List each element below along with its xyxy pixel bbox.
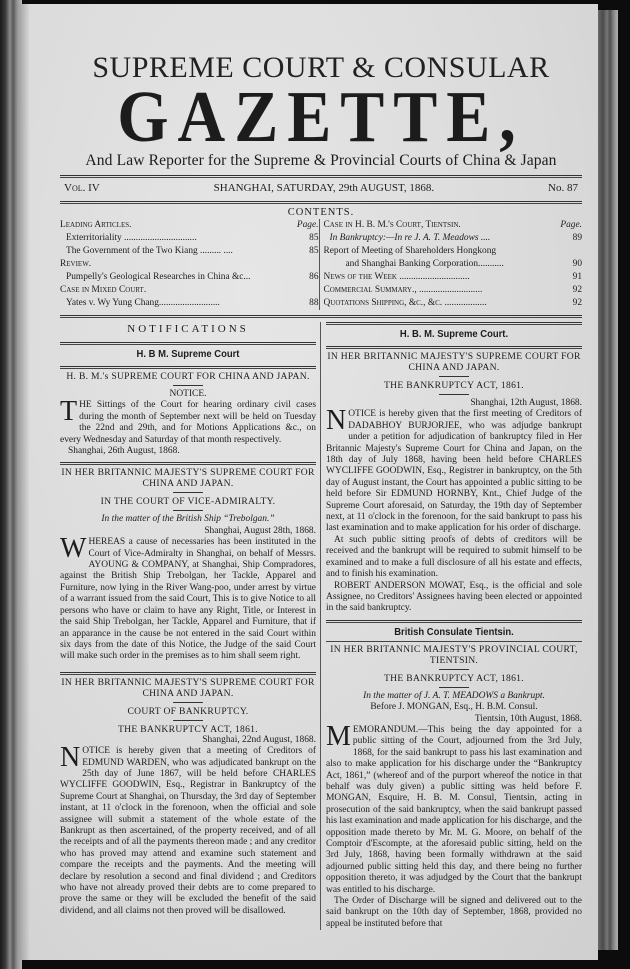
contents-item: Commercial Summary., ........................... bbox=[323, 285, 483, 295]
notice-paragraph: At such public sitting proofs of debts of creditors will be received and the bankrupt will be required to submit himself to be examined and to make a full disclosure of all his estate and effects, and to finish his examination. bbox=[326, 534, 582, 580]
contents-item: Report of Meeting of Shareholders Hongkong bbox=[323, 246, 497, 256]
section-title: NOTIFICATIONS bbox=[127, 323, 249, 335]
masthead-title: GAZETTE, bbox=[117, 77, 525, 158]
dateline bbox=[60, 180, 582, 196]
volume: Vol. IV bbox=[64, 182, 100, 194]
notice-court: IN HER BRITANNIC MAJESTY'S SUPREME COURT FOR CHINA AND JAPAN. bbox=[327, 351, 581, 373]
notice-body bbox=[326, 720, 582, 896]
notice-act: THE BANKRUPTCY ACT, 1861. bbox=[118, 723, 258, 735]
court-heading: H. B. M. Supreme Court. bbox=[399, 328, 509, 340]
short-rule bbox=[439, 669, 469, 670]
notice-text: HE Sittings of the Court for hearing ordinary civil cases during the month of September next will be held on Tuesday the 22nd and 29th, and for Motions Applications &c., on every Wednesday and Saturday of that month respectively. bbox=[60, 400, 316, 445]
contents-left: Leading Articles. Page. Exterritoriality ............................... 85 The Government of the Two Kiang ......... .... 85 Review. Pumpelly's Geological Researches in China &c... 86 Case in Mixed Court. Yates v. Wy Yung Chang.......................... 88 bbox=[60, 220, 319, 308]
dateline-rule bbox=[60, 201, 582, 204]
notice-body bbox=[60, 742, 316, 917]
contents-heading: Review. bbox=[60, 259, 92, 269]
notice-court: H. B. M.'s SUPREME COURT FOR CHINA AND JAPAN. bbox=[66, 371, 310, 382]
divider bbox=[60, 342, 316, 345]
contents-item: Quotations Shipping, &c., &c. .................. bbox=[323, 298, 487, 308]
notice-body bbox=[60, 396, 316, 446]
article-columns bbox=[60, 322, 582, 930]
short-rule bbox=[173, 510, 203, 511]
contents-item: News of the Week .............................. bbox=[323, 272, 470, 282]
notice-signoff: Shanghai, 26th August, 1868. bbox=[68, 446, 180, 457]
contents-item: Pumpelly's Geological Researches in China &c... bbox=[66, 272, 251, 282]
drop-cap: M bbox=[326, 720, 351, 752]
contents-item: and Shanghai Banking Corporation........... bbox=[345, 259, 504, 269]
contents-item: The Government of the Two Kiang ......... .... bbox=[66, 246, 233, 256]
consulate-heading: British Consulate Tientsin. bbox=[394, 625, 514, 638]
contents-title: CONTENTS. bbox=[287, 207, 355, 218]
divider bbox=[60, 672, 316, 675]
masthead-rule bbox=[60, 175, 582, 178]
contents-heading: Case in H. B. M.'s Court, Tientsin. bbox=[323, 220, 461, 230]
notice-court: IN HER BRITANNIC MAJESTY'S SUPREME COURT FOR CHINA AND JAPAN. bbox=[61, 676, 315, 699]
drop-cap: T bbox=[60, 396, 78, 428]
short-rule bbox=[173, 720, 203, 721]
drop-cap: W bbox=[60, 533, 87, 565]
issue-date: SHANGHAI, SATURDAY, 29th AUGUST, 1868. bbox=[213, 182, 435, 194]
notice-matter: In the matter of the British Ship “Trebolgan.” bbox=[101, 514, 275, 525]
drop-cap: N bbox=[326, 405, 347, 437]
short-rule bbox=[439, 376, 469, 377]
notice-act: THE BANKRUPTCY ACT, 1861. bbox=[384, 672, 524, 684]
divider bbox=[326, 620, 582, 623]
contents-heading: Leading Articles. bbox=[60, 220, 132, 230]
masthead-subtitle: And Law Reporter for the Supreme & Provincial Courts of China & Japan bbox=[85, 152, 557, 169]
notice-dated: Shanghai, 22nd August, 1868. bbox=[202, 734, 316, 745]
divider bbox=[326, 322, 582, 325]
contents-rule bbox=[60, 315, 582, 318]
short-rule bbox=[173, 702, 203, 703]
contents-heading: Case in Mixed Court. bbox=[60, 285, 147, 295]
notice-division: COURT OF BANKRUPTCY. bbox=[127, 705, 249, 717]
notice-body bbox=[60, 533, 316, 662]
notice-dated: Shanghai, 12th August, 1868. bbox=[470, 398, 582, 408]
page-label: Page. bbox=[296, 220, 319, 230]
drop-cap: N bbox=[60, 742, 81, 774]
notice-court: IN HER BRITANNIC MAJESTY'S SUPREME COURT FOR CHINA AND JAPAN. bbox=[61, 467, 315, 490]
divider bbox=[326, 346, 582, 349]
notice-title: NOTICE. bbox=[169, 389, 207, 399]
contents-right: Case in H. B. M.'s Court, Tientsin. Page. In Bankruptcy:—In re J. A. T. Meadows .... 89 Report of Meeting of Shareholders Hongkong and Shanghai Banking Corporation........... 90 News of the Week .............................. 91 Commercial Summary., ........................... 92 Quotations Shipping, &c., &c. .................. 92 bbox=[319, 219, 583, 310]
contents-item: Yates v. Wy Yung Chang.......................... bbox=[66, 298, 220, 308]
contents-item: In Bankruptcy:—In re J. A. T. Meadows .... bbox=[329, 233, 491, 243]
short-rule bbox=[439, 687, 469, 688]
notice-body bbox=[326, 405, 582, 534]
short-rule bbox=[173, 492, 203, 493]
notice-before: Before J. MONGAN, Esq., H. B.M. Consul. bbox=[370, 702, 538, 713]
contents-item: Exterritoriality ............................... bbox=[66, 233, 197, 243]
notice-text: HEREAS a cause of necessaries has been instituted in the Court of Vice-Admiralty in Shanghai, on behalf of Messrs. AYOUNG & COMPANY, at Shanghai, Ship Compradores, against the British Ship Trebolgan, her Tackle, Apparel and Furniture, now lying in the River Wang-poo, under arrest by virtue of a warrant issued from the said Court, This is to give Notice to all persons who have or claim to have any Right, Title, or Interest in the said Ship Trebolgan, her Tackle, Apparel and Furniture, that if an apparance in the cause be not entered in the said Court within six days from the date of this Notice, the Judge of the said Court will make such order in the premises as to him shall seem right. bbox=[60, 537, 316, 662]
page-edges bbox=[598, 10, 618, 950]
notice-paragraph: ROBERT ANDERSON MOWAT, Esq., is the official and sole Assignee, no Creditors' Assignees having been elected or appointed in the said bankruptcy. bbox=[326, 580, 582, 614]
issue-number: No. 87 bbox=[548, 182, 578, 194]
court-heading: H. B M. Supreme Court bbox=[136, 348, 240, 360]
notice-matter: In the matter of J. A. T. MEADOWS a Bankrupt. bbox=[363, 690, 545, 701]
divider bbox=[326, 641, 582, 642]
page-gutter-shadow bbox=[18, 4, 30, 960]
notice-text: EMORANDUM.—This being the day appointed for a public sitting of the Court, adjourned from the 3rd July, 1868, for the said bankrupt to pass his last examination and also to make application for his discharge under the “Bankruptcy Act, 1861,” (whereof and of the purport whereof the notice in that behalf was duly given) a public sitting was held before F. MONGAN, Esquire, H. B. M. Consul, Tientsin, acting in prosecution of the said bankruptcy, when the said bankrupt passed his last examination and made application for his discharge, and the opposition made thereto by Mr. M. G. Moore, on behalf of the Comptoir d'Escompte, at the aforesaid public sitting, held on the 3rd July, 1868, having been formally withdrawn at the said adjourned public sitting held this day, and there being no further opposition thereto, it was adjudged by the Court that the bankrupt was entitled to his discharge. bbox=[326, 724, 582, 895]
notice-court: IN HER BRITANNIC MAJESTY'S PROVINCIAL COURT, TIENTSIN. bbox=[330, 643, 578, 666]
notice-dated: Tientsin, 10th August, 1868. bbox=[474, 713, 582, 724]
notice-division: IN THE COURT OF VICE-ADMIRALTY. bbox=[100, 496, 276, 508]
page-content bbox=[60, 40, 582, 930]
contents-table bbox=[60, 219, 582, 310]
short-rule bbox=[439, 394, 469, 395]
notice-dated: Shanghai, August 28th, 1868. bbox=[204, 525, 316, 536]
notice-paragraph: The Order of Discharge will be signed and delivered out to the said bankrupt on the 10th day of September, 1868, provided no appeal be instituted before that bbox=[326, 896, 582, 929]
notice-text: OTICE is hereby given that a meeting of Creditors of EDMUND WARDEN, who was adjudicated bankrupt on the 25th day of June 1867, will be held before CHARLES WYCLIFFE GOODWIN, Esq., Registrar in Bankruptcy of the Supreme Court at Shanghai, on Thursday, the 3rd day of September instant, at 11 o'clock in the forenoon, when the official and sole assignee will submit a statement of the whole estate of the Bankrupt as then ascertained, of the property received, and of all the receipts and of all the payments thereon made ; and any creditor who has proved may attend and examine such statement and compare the receipts and the payments. And the meeting will declare by resolution a second and final dividend ; and Creditors who have not already proved their debts are to come prepared to prove the same or they will be excluded the benefit of the said dividend, and all claims not then proved will be disallowed. bbox=[60, 746, 316, 916]
notice-text: OTICE is hereby given that the first meeting of Creditors of DADABHOY BURJORJEE, who was adjudge bankrupt under a petition for adjudication of bankruptcy filed in Her Britannic Majesty's Supreme Court for China and Japan, on the 18th day of July 1868, having been held before CHARLES WYCLIFFE GOODWIN, Esq., Registrer in bankruptcy, on the 5th day of August instant, the Court has appointed a public sitting to be held before Sir EDMUND HORNBY, Knt., Chief Judge of the Supreme Court aforesaid, on Saturday, the 19th day of September next, at 11 o'clock in the forenoon, for the said bankrupt to pass his last examination and to make application for his order of discharge. bbox=[326, 409, 582, 534]
divider bbox=[60, 366, 316, 369]
masthead-line1: SUPREME COURT & CONSULAR bbox=[92, 51, 550, 84]
short-rule bbox=[173, 385, 203, 386]
right-column bbox=[321, 322, 582, 930]
notice-act: THE BANKRUPTCY ACT, 1861. bbox=[384, 380, 524, 391]
left-column bbox=[60, 322, 321, 930]
divider bbox=[60, 462, 316, 465]
